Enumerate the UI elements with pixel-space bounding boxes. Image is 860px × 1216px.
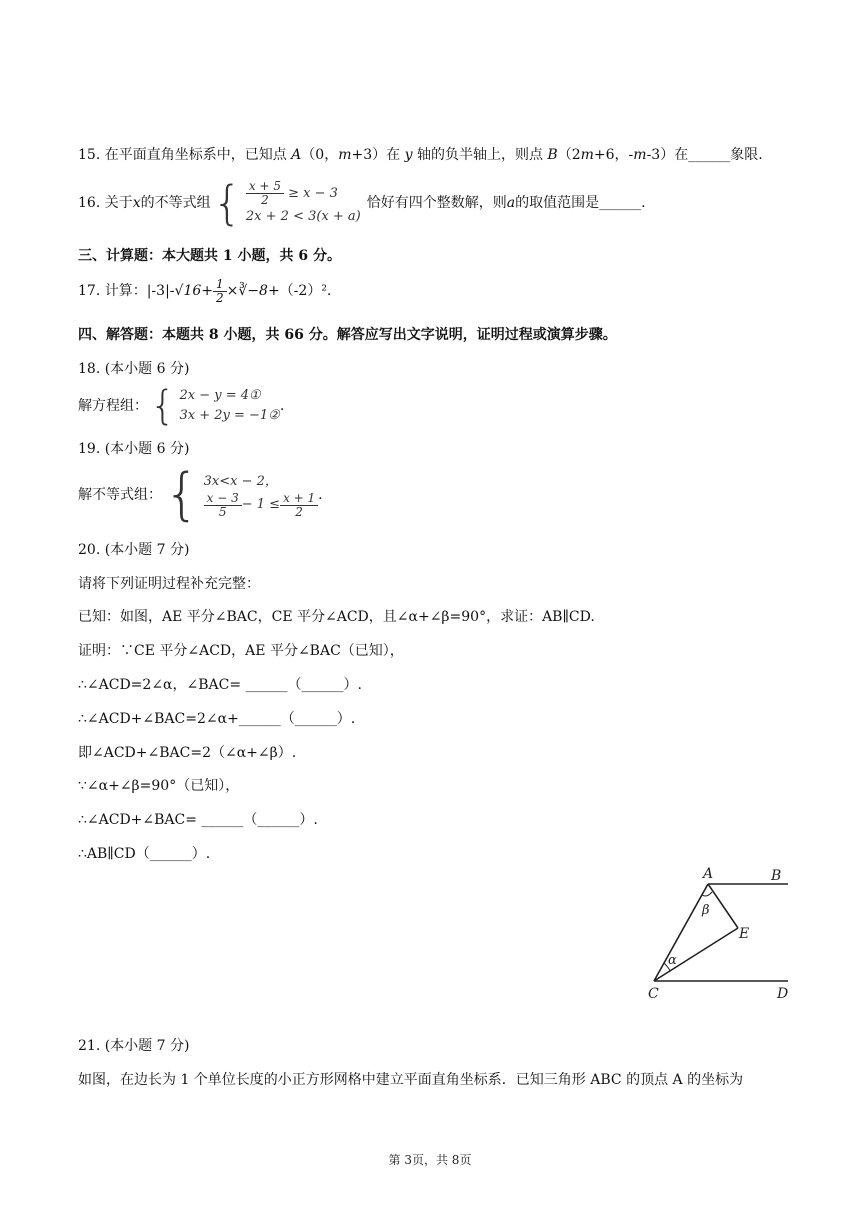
q18-label: 解方程组： [78, 398, 148, 414]
line-CE [654, 928, 738, 981]
q15-var-B: B [547, 147, 558, 163]
q20-step-6: ∴AB∥CD（______）. [78, 846, 211, 862]
q15-var-m: m [338, 147, 352, 163]
q19-rows [204, 472, 319, 519]
q16-inequality-system [211, 176, 361, 230]
q16-var-x: x [132, 195, 141, 211]
q18-equation-system [148, 383, 280, 429]
q15-var-A: A [291, 147, 302, 163]
q20-step-2: ∴∠ACD+∠BAC=2∠α+______（______）. [78, 711, 356, 727]
q20-step-4: ∵∠α+∠β=90°（已知）， [78, 778, 240, 794]
left-brace-icon: { [212, 176, 242, 230]
q16-row-2: 2x + 2 < 3(x + a) [245, 208, 361, 224]
q17-prefix: 17. 计算：|-3|- [78, 283, 175, 299]
q17-suffix: +（-2）². [267, 283, 332, 299]
q17-half-den: 2 [216, 290, 224, 305]
q15-text-11: +6，- [593, 147, 634, 163]
q16-prefix-1: 16. 关于 [78, 195, 133, 211]
q16-frac-den: 2 [261, 192, 269, 207]
q20-proof-start: 证明：∵CE 平分∠ACD，AE 平分∠BAC（已知）， [78, 643, 404, 659]
question-15 [78, 145, 763, 165]
q19-frac-1-den: 5 [218, 504, 227, 519]
q18-heading: 18. (本小题 6 分) [78, 361, 190, 377]
q15-text-7: 轴的负半轴上，则点 [412, 147, 548, 163]
q17-times: × [226, 283, 239, 299]
q16-row-1 [246, 180, 361, 207]
q19-end: . [318, 487, 323, 503]
q18-eq-1: 2x − y = 4① [179, 388, 261, 403]
q20-step-5: ∴∠ACD+∠BAC= ______（______）. [78, 812, 318, 828]
q16-fraction [246, 180, 284, 207]
q15-text-9: （2 [557, 147, 581, 163]
q15-text-3: （0， [301, 147, 339, 163]
point-B-label: B [771, 868, 782, 884]
question-17 [78, 274, 331, 308]
q16-prefix-2: 的不等式组 [140, 195, 211, 211]
section-4-heading: 四、解答题：本题共 8 小题，共 66 分。解答应写出文字说明，证明过程或演算步骤。 [78, 327, 617, 343]
q19-inequality-system [162, 462, 318, 527]
question-16 [78, 175, 646, 231]
q17-sqrt: √16 [174, 283, 202, 299]
q19-frac-2-num: x + 1 [280, 492, 318, 506]
q15-text-1: 15. 在平面直角坐标系中，已知点 [78, 147, 292, 163]
left-brace-icon: { [164, 462, 200, 527]
point-C-label: C [648, 986, 659, 1002]
q17-half-num: 1 [213, 278, 227, 292]
question-18 [78, 383, 284, 429]
q20-step-1: ∴∠ACD=2∠α，∠BAC= ______（______）. [78, 677, 362, 693]
q20-step-3: 即∠ACD+∠BAC=2（∠α+∠β）. [78, 745, 297, 761]
question-19 [78, 464, 323, 526]
q15-var-m3: m [633, 147, 647, 163]
q17-cbrt: ∛−8 [238, 283, 268, 299]
q15-var-y: y [404, 147, 413, 163]
q21-text: 如图，在边长为 1 个单位长度的小正方形网格中建立平面直角坐标系．已知三角形 ABC 的顶点 A 的坐标为 [78, 1072, 744, 1088]
q20-heading: 20. (本小题 7 分) [78, 542, 190, 558]
q19-frac-2-den: 2 [295, 504, 303, 519]
section-3-heading: 三、计算题：本大题共 1 小题，共 6 分。 [78, 248, 341, 264]
q15-text-13: -3）在______象限. [646, 147, 763, 163]
angle-beta-label: β [702, 903, 710, 918]
q16-rows [246, 180, 361, 227]
q19-frac-2 [280, 492, 318, 519]
q19-heading: 19. (本小题 6 分) [78, 441, 190, 457]
point-D-label: D [777, 986, 789, 1002]
q21-heading: 21. (本小题 7 分) [78, 1038, 190, 1054]
q18-eq-2: 3x + 2y = −1② [179, 408, 280, 423]
q19-label: 解不等式组： [78, 487, 162, 503]
q15-var-m2: m [580, 147, 594, 163]
q16-suffix-2: 的取值范围是______. [515, 195, 646, 211]
q17-half [213, 278, 227, 305]
q18-rows [179, 386, 279, 426]
q16-suffix-1: 恰好有四个整数解，则 [366, 195, 507, 211]
q16-row-1-rest: ≥ x − 3 [284, 185, 338, 201]
q20-intro: 请将下列证明过程补充完整： [78, 576, 260, 592]
q20-given: 已知：如图，AE 平分∠BAC，CE 平分∠ACD，且∠α+∠β=90°，求证：AB∥CD. [78, 609, 595, 625]
point-A-label: A [703, 866, 714, 882]
q16-var-a: a [506, 195, 516, 211]
line-AE [708, 884, 738, 928]
line-AC [654, 884, 708, 981]
q19-frac-1 [204, 492, 242, 519]
q19-frac-1-num: x − 3 [204, 492, 242, 506]
q18-end: . [279, 398, 285, 414]
point-E-label: E [739, 926, 750, 942]
q16-frac-num: x + 5 [246, 180, 284, 194]
q19-mid: − 1 ≤ [241, 497, 281, 512]
angle-alpha-label: α [668, 953, 677, 968]
left-brace-icon: { [150, 383, 176, 429]
q19-row-1: 3x<x − 2， [203, 473, 278, 489]
page-footer: 第 3页，共 8页 [388, 1153, 472, 1167]
q15-text-5: +3）在 [351, 147, 405, 163]
q20-geometry-figure [640, 862, 800, 1004]
q17-plus: + [201, 283, 214, 299]
q19-row-2 [204, 492, 319, 519]
